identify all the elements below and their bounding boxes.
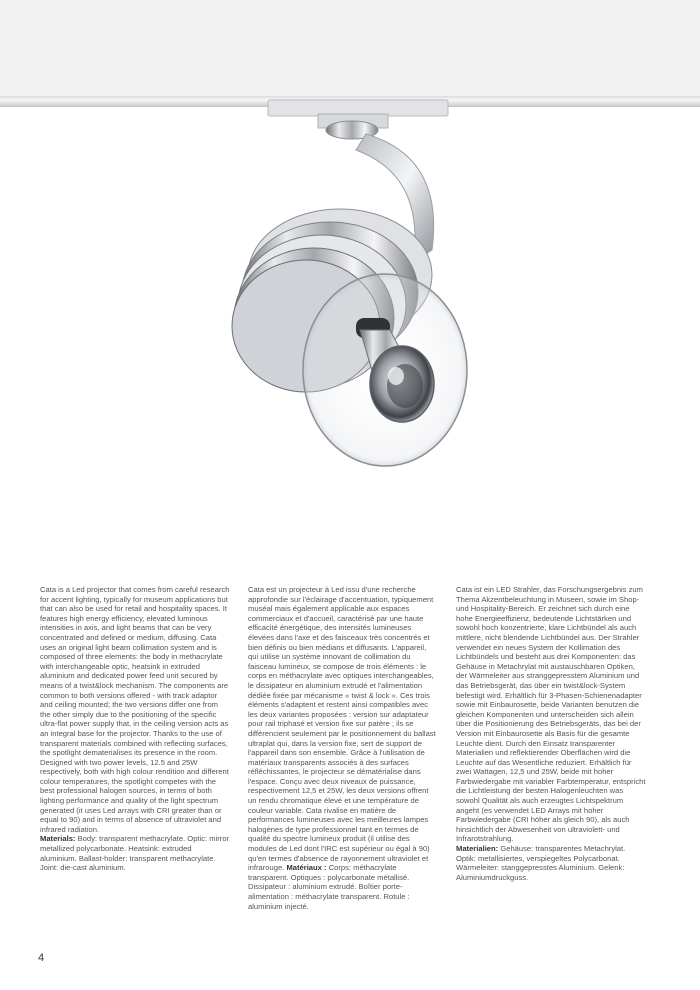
- description-french: [248, 585, 438, 911]
- text-column-english: [40, 585, 230, 873]
- materials-text-german: Gehäuse: transparentes Metachrylat. Optik: metallisiertes, verspiegeltes Polycarbonat. Wärmeleiter: stanggepresstes Aluminium. Gelenk: Aluminiumdruckguss.: [456, 844, 626, 882]
- page-number: 4: [38, 952, 45, 964]
- materials-text-french: Corps: méthacrylate transparent. Optiques : polycarbonate métallisé. Dissipateur : aluminium extrudé. Boîtier porte-alimentation : méthacrylate transparent. Rotule : aluminium injecté.: [248, 863, 410, 911]
- description-french-body: Cata est un projecteur à Led issu d'une recherche approfondie sur l'éclairage d'accentuation, typiquement muséal mais également applicable aux espaces commerciaux et d'accueil, caractérisé par une haute efficacité énergétique, des intensités lumineuses élevées dans l'axe et des faisceaux très concentrés et bien définis ou bien médians et diffusants. L'appareil, qui utilise un système innovant de collimation du faisceau lumineux, se compose de trois éléments : le corps en méthacrylate avec optiques interchangeables, le dissipateur en aluminium extrudé et l'alimentation dédiée fixée par mécanisme « twist & lock ». Ces trois éléments s'adaptent et restent ainsi compatibles avec les deux variantes proposées : version sur adaptateur pour rail triphasé et version fixe sur patère ; ils se différencient seulement par le positionnement du ballast ultraplat qui, dans la version fixe, sert de support de l'appareil dans son ensemble. Grâce à l'utilisation de matériaux transparents associés à des surfaces réfléchissantes, le projecteur se dématérialise dans l'espace. Conçu avec deux niveaux de puissance, respectivement 12,5 et 25W, les deux versions offrent un rendu chromatique élevé et une température de couleur variable. Cata rivalise en matière de performances lumineuses avec les meilleures lampes halogènes de type professionnel tant en termes de qualité du spectre lumineux produit (il utilise des modules de Led dont l'IRC est supérieur ou égal à 90) qu'en termes d'absence de rayonnement ultraviolet et infrarouge.: [248, 585, 436, 873]
- text-column-german: [456, 585, 646, 882]
- text-column-french: [248, 585, 438, 911]
- materials-label-english: Materials:: [40, 834, 76, 844]
- materials-text-english: Body: transparent methacrylate. Optic: mirror metallized polycarbonate. Heatsink: extruded aluminium. Ballast-holder: transparent methacrylate. Joint: die-cast aluminium.: [40, 834, 230, 873]
- description-english: [40, 585, 230, 873]
- description-german: [456, 585, 646, 882]
- materials-label-german: Materialien:: [456, 844, 499, 854]
- materials-label-french: Matériaux :: [286, 863, 327, 873]
- description-german-body: Cata ist ein LED Strahler, das Forschungsergebnis zum Thema Akzentbeleuchtung in Museen, sowie im Shop- und Hospitality-Bereich. Er zeichnet sich durch eine hohe Energieeffizienz, bedeutende Lichtstärken und sowohl hoch konzentrierte, klare Lichtbündel als auch mittlere, nicht blendende Lichtbündel aus. Der Strahler verwendet ein neues System der Kollimation des Lichtbündels und besteht aus drei Komponenten: das Gehäuse in Metachrylat mit austauschbaren Optiken, der Wärmeleiter aus stranggepresstem Aluminium und das Betriebsgerät, das über ein twist&lock-System befestigt wird. Erhältlich für 3-Phasen-Schienenadapter sowie mit Einbaurosette, beide Varianten benutzen die gleichen Komponenten und unterscheiden sich allein über die Positionierung des Betriebsgeräts, das bei der Version mit Einbaurosette als Basis für die gesamte Leuchte dient. Durch den Einsatz transparenter Materialien und reflektierender Oberflächen wird die Leuchte auf das Wesentliche reduziert. Erhältlich für zwei Wattagen, 12,5 und 25W, beide mit hoher Farbwiedergabe mit variabler Farbtemperatur, entspricht die Lichtleistung der besten Halogenleuchten was sowohl Qualität als auch erzeugtes Lichtspektrum angeht (es verwendet LED Arrays mit hoher Farbwiedergabe (CRI höher als gleich 90), als auch hinsichtlich der Abwesenheit von ultraviolett- und Infrarotstrahlung.: [456, 585, 646, 844]
- description-english-body: Cata is a Led projector that comes from careful research for accent lighting, typically for museum applications but that can also be used for retail and hospitality spaces. It features high energy efficiency, elevated luminous intensities in axis, and light beams that can be very concentrated and defined or medium, diffusing. Cata uses an original light beam collimation system and is composed of three elements: the body in methacrylate with interchangeable optic, heatsink in extruded aluminium and dedicated power feed unit secured by means of a twist&lock mechanism. The components are common to both versions offered - with track adaptor and ceiling mounted; the two versions differ one from the other simply due to the positioning of the specific ultra-flat power supply that, in the ceiling version acts as an integral base for the projector. Thanks to the use of transparent materials combined with reflecting surfaces, the spotlight dematerialises its presence in the room. Designed with two power levels, 12.5 and 25W respectively, both with high colour rendition and different colour temperatures, the spotlight competes with the best professional halogen sources, in terms of both lighting performance and quality of the light spectrum generated (it uses Led arrays with CRI greater than or equal to 90) and in terms of absence of ultraviolet and infrared radiation.: [40, 585, 230, 834]
